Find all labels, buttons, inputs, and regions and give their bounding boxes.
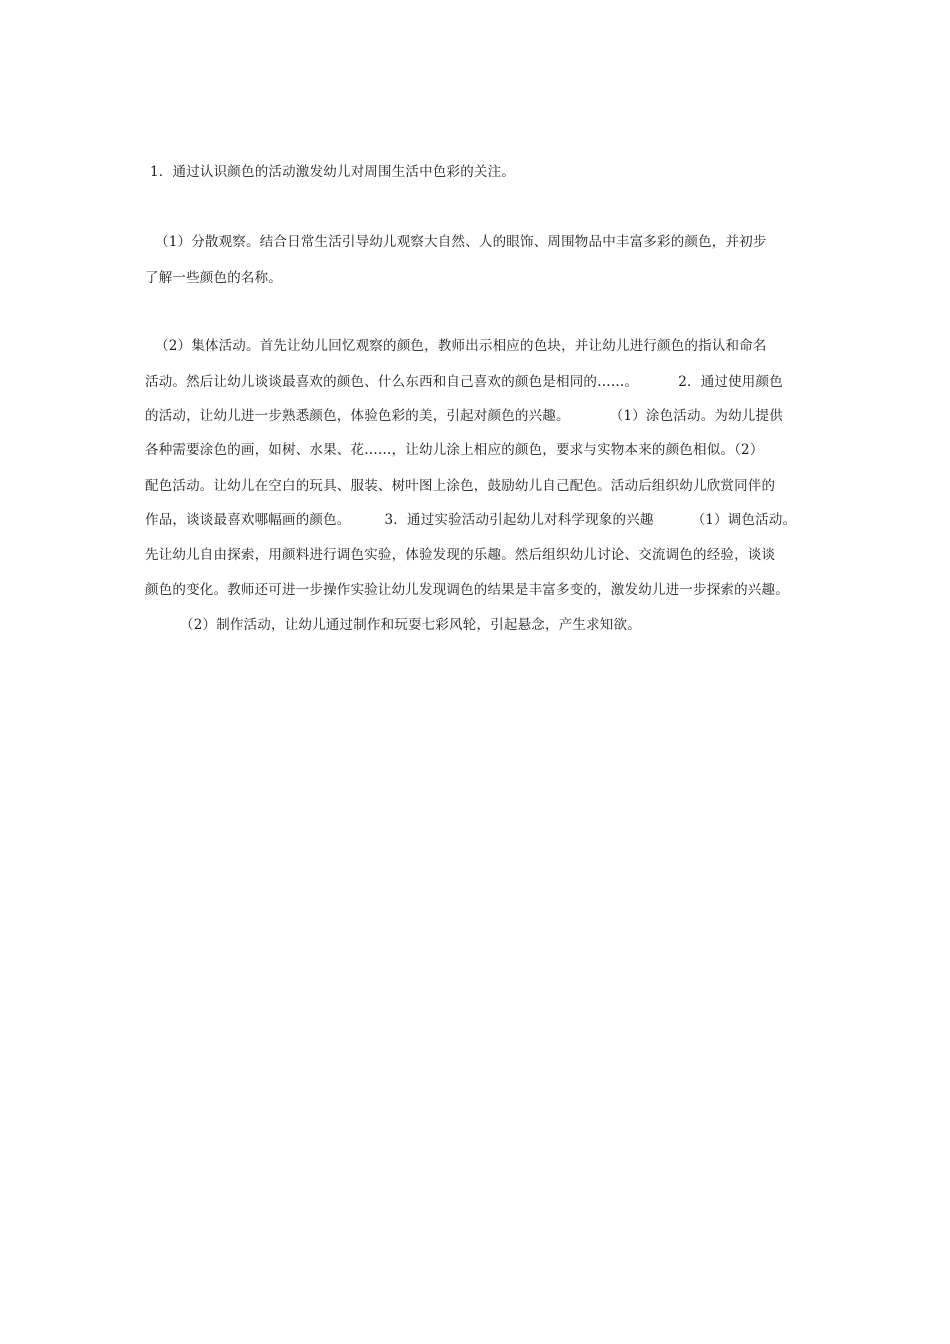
text-goal-3: 3．通过实验活动引起幼儿对科学现象的兴趣 — [384, 512, 654, 528]
text-mixing-1: （1）调色活动。 — [691, 512, 797, 528]
paragraph-group-line-1 — [155, 336, 767, 356]
paragraph-making-line — [180, 615, 641, 635]
paragraph-coloring-line — [145, 440, 764, 460]
paragraph-mixing-line-2 — [145, 580, 789, 600]
text-group-2: 活动。然后让幼儿谈谈最喜欢的颜色、什么东西和自己喜欢的颜色是相同的……。 — [145, 374, 639, 390]
paragraph-mixing-line-1 — [145, 545, 775, 565]
paragraph-observe-line-1 — [155, 232, 767, 252]
text-observe-2: 了解一些颜色的名称。 — [145, 270, 282, 286]
text-making: （2）制作活动，让幼儿通过制作和玩耍七彩风轮，引起悬念，产生求知欲。 — [180, 617, 641, 633]
paragraph-matching-line-2 — [145, 510, 796, 530]
paragraph-matching-line-1 — [145, 476, 775, 496]
text-mixing-2: 先让幼儿自由探索，用颜料进行调色实验，体验发现的乐趣。然后组织幼儿讨论、交流调色的经验，谈谈 — [145, 547, 776, 563]
text-goal-1: 1．通过认识颜色的活动激发幼儿对周围生活中色彩的关注。 — [150, 164, 515, 180]
paragraph-goal-2-line — [145, 406, 783, 426]
text-coloring-1: （1）涂色活动。为幼儿提供 — [609, 408, 783, 424]
paragraph-observe-line-2 — [145, 268, 282, 288]
text-group-1: （2）集体活动。首先让幼儿回忆观察的颜色，教师出示相应的色块，并让幼儿进行颜色的指认和命名 — [155, 338, 767, 354]
text-mixing-3: 颜色的变化。教师还可进一步操作实验让幼儿发现调色的结果是丰富多变的，激发幼儿进一步探索的兴趣。 — [145, 582, 789, 598]
text-goal-2: 2．通过使用颜色 — [678, 374, 783, 390]
text-matching-2: 作品，谈谈最喜欢哪幅画的颜色。 — [145, 512, 351, 528]
paragraph-group-line-2 — [145, 372, 783, 392]
text-coloring-2: 各种需要涂色的画，如树、水果、花……，让幼儿涂上相应的颜色，要求与实物本来的颜色相似。（2） — [145, 442, 764, 458]
text-observe-1: （1）分散观察。结合日常生活引导幼儿观察大自然、人的眼饰、周围物品中丰富多彩的颜色，并初步 — [155, 234, 767, 250]
text-matching-1: 配色活动。让幼儿在空白的玩具、服装、树叶图上涂色，鼓励幼儿自己配色。活动后组织幼儿欣赏同伴的 — [145, 478, 776, 494]
paragraph-goal-1 — [150, 162, 515, 182]
text-goal-2-cont: 的活动，让幼儿进一步熟悉颜色，体验色彩的美，引起对颜色的兴趣。 — [145, 408, 570, 424]
